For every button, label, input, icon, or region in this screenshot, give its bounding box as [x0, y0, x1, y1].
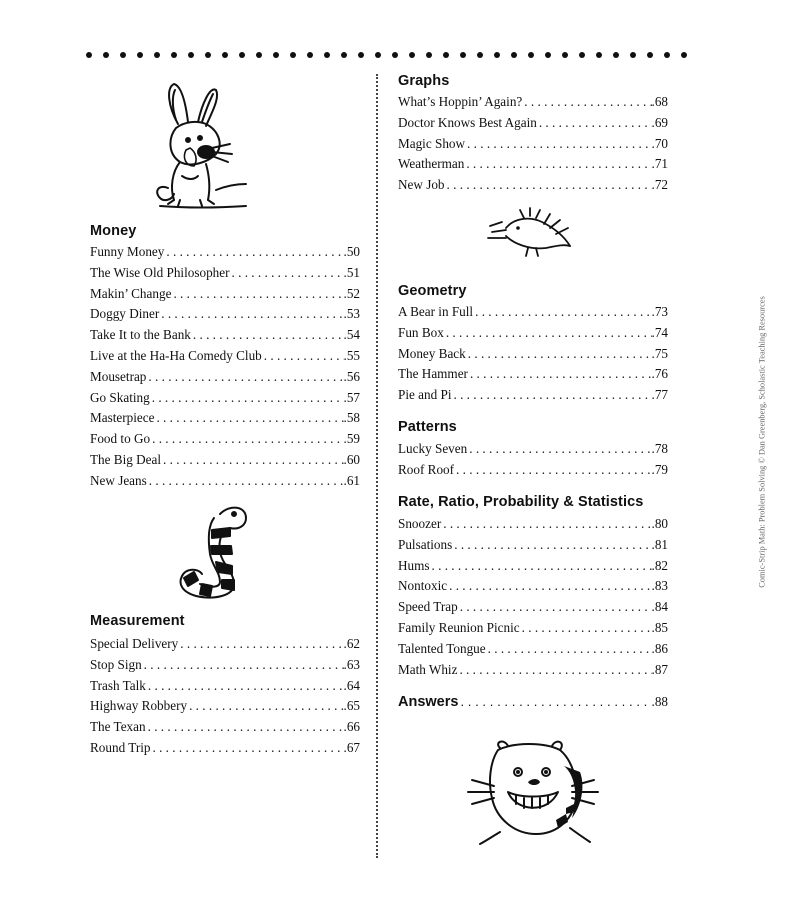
side-credit — [756, 262, 768, 622]
section-heading-measurement: Measurement — [90, 613, 185, 629]
toc-entry-title: Snoozer — [398, 516, 442, 531]
rule-dot — [103, 52, 109, 58]
toc-entry-title: Masterpiece — [90, 410, 155, 426]
dot-leader — [464, 155, 651, 173]
dot-leader — [465, 135, 651, 153]
section-heading-graphs: Graphs — [398, 73, 450, 89]
dot-leader — [178, 635, 343, 653]
rule-dot — [562, 52, 568, 58]
rule-dot — [392, 52, 398, 58]
toc-entry[interactable] — [398, 598, 668, 616]
dot-leader — [430, 557, 652, 575]
toc-entry-page: .82 — [651, 557, 668, 573]
toc-entry-page: .75 — [651, 345, 668, 361]
toc-entry-title: Talented Tongue — [398, 640, 486, 656]
toc-entry[interactable] — [90, 635, 360, 653]
dot-leader — [447, 577, 651, 595]
dot-leader — [486, 640, 652, 658]
rule-dot — [86, 52, 92, 58]
toc-entry[interactable] — [398, 640, 668, 658]
rule-dot — [239, 52, 245, 58]
toc-entry-title: The Hammer — [398, 366, 468, 382]
rule-dot — [290, 52, 296, 58]
rule-dot — [630, 52, 636, 58]
toc-entry[interactable] — [90, 326, 360, 344]
toc-entry[interactable] — [90, 451, 360, 469]
dot-leader — [161, 451, 343, 469]
toc-entry-title: What’s Hoppin’ Again? — [398, 94, 523, 109]
bird-illustration — [484, 206, 576, 258]
toc-entry-page: .55 — [343, 348, 360, 363]
toc-entry-title: Family Reunion Picnic — [398, 620, 520, 635]
toc-entry-title: Roof Roof — [398, 461, 455, 477]
rule-dot — [511, 52, 517, 58]
toc-entry[interactable] — [90, 472, 360, 490]
rule-dot — [528, 52, 534, 58]
toc-entry-page: .53 — [343, 306, 360, 322]
rule-dot — [171, 52, 177, 58]
toc-entry-page: .76 — [651, 366, 668, 382]
toc-entry-page: .57 — [343, 389, 360, 405]
dot-leader — [444, 324, 652, 342]
toc-entry-page: .81 — [651, 536, 668, 552]
rule-dot — [613, 52, 619, 58]
toc-entry[interactable] — [90, 697, 360, 715]
dot-leader — [171, 285, 343, 303]
toc-entry-page: .52 — [343, 285, 360, 301]
toc-entry-page: .62 — [343, 636, 360, 651]
toc-entry-page: .56 — [343, 368, 360, 384]
toc-entry[interactable] — [90, 264, 360, 282]
side-credit-text: Comic-Strip Math: Problem Solving © Dan Greenberg, Scholastic Teaching Resources — [757, 296, 767, 588]
rule-dot — [477, 52, 483, 58]
dot-leader — [458, 693, 651, 711]
toc-entry-page: .67 — [343, 740, 360, 755]
dot-leader — [154, 409, 343, 427]
toc-entry-title: Speed Trap — [398, 599, 458, 615]
toc-entry[interactable] — [398, 324, 668, 342]
toc-entry-page: .87 — [651, 661, 668, 677]
toc-entry-page: .77 — [651, 387, 668, 403]
toc-entry[interactable] — [90, 739, 360, 757]
toc-entry[interactable] — [398, 661, 668, 679]
section-heading-money: Money — [90, 223, 137, 239]
dot-leader — [441, 515, 651, 533]
rule-dot — [460, 52, 466, 58]
section-heading-geometry: Geometry — [398, 283, 467, 299]
toc-entry[interactable] — [90, 243, 360, 261]
toc-entry-title: Highway Robbery — [90, 698, 188, 714]
toc-entry-page: .72 — [651, 177, 668, 193]
toc-entry[interactable] — [90, 409, 360, 427]
toc-entry[interactable] — [398, 114, 668, 132]
rule-dot — [647, 52, 653, 58]
toc-entry-title: Funny Money — [90, 244, 165, 259]
toc-entry-page: .80 — [651, 516, 668, 531]
toc-entry-page: .61 — [343, 472, 360, 488]
toc-entry-page: .70 — [651, 135, 668, 151]
toc-entry[interactable] — [398, 365, 668, 383]
rule-dot — [358, 52, 364, 58]
toc-entry-answers[interactable] — [398, 693, 668, 711]
toc-entry[interactable] — [398, 557, 668, 575]
rule-dot — [341, 52, 347, 58]
rule-dot — [324, 52, 330, 58]
dot-leader — [150, 430, 343, 448]
toc-entry-title: Mousetrap — [90, 368, 147, 384]
toc-entry[interactable] — [398, 176, 668, 194]
toc-entry-title: Answers — [398, 694, 459, 710]
toc-entry[interactable] — [398, 155, 668, 173]
toc-entry-title: Makin’ Change — [90, 285, 172, 301]
toc-entry-page: .60 — [343, 452, 360, 467]
toc-entry[interactable] — [398, 440, 668, 458]
toc-entry[interactable] — [398, 135, 668, 153]
toc-entry-title: Live at the Ha-Ha Comedy Club — [90, 348, 262, 363]
dot-leader — [150, 389, 344, 407]
toc-entry[interactable] — [90, 389, 360, 407]
toc-entry[interactable] — [398, 303, 668, 321]
dot-leader — [230, 264, 344, 282]
top-dotted-rule — [86, 52, 690, 62]
dot-leader — [187, 697, 343, 715]
dot-leader — [468, 365, 652, 383]
toc-entry-title: Round Trip — [90, 740, 151, 755]
toc-entry-title: Fun Box — [398, 324, 444, 340]
toc-entry-page: .68 — [651, 94, 668, 109]
toc-entry[interactable] — [90, 430, 360, 448]
toc-entry-title: New Job — [398, 177, 445, 193]
toc-entry-title: A Bear in Full — [398, 304, 474, 319]
toc-entry-page: .65 — [343, 698, 360, 714]
toc-entry[interactable] — [398, 515, 668, 533]
dot-leader — [142, 656, 344, 674]
toc-entry-page: .73 — [651, 304, 668, 319]
toc-entry[interactable] — [90, 285, 360, 303]
toc-entry-title: Money Back — [398, 345, 466, 361]
toc-entry-title: Math Whiz — [398, 661, 458, 677]
toc-entry[interactable] — [90, 347, 360, 365]
toc-entry-title: Pie and Pi — [398, 387, 452, 403]
dot-leader — [537, 114, 652, 132]
rule-dot — [579, 52, 585, 58]
rule-dot — [494, 52, 500, 58]
toc-entry-page: .69 — [651, 114, 668, 130]
dot-leader — [451, 386, 651, 404]
hamster-illustration — [460, 738, 606, 844]
toc-entry-title: Food to Go — [90, 431, 151, 447]
rule-dot — [307, 52, 313, 58]
toc-entry[interactable] — [398, 577, 668, 595]
toc-entry[interactable] — [398, 93, 668, 111]
section-heading-patterns: Patterns — [398, 419, 457, 435]
toc-entry-title: Lucky Seven — [398, 441, 468, 456]
rule-dot — [205, 52, 211, 58]
dot-leader — [520, 619, 652, 637]
rule-dot — [681, 52, 687, 58]
toc-entry-page: .85 — [651, 620, 668, 635]
rule-dot — [596, 52, 602, 58]
toc-entry-title: Trash Talk — [90, 677, 146, 693]
toc-entry-page: .58 — [343, 410, 360, 426]
dot-leader — [150, 739, 343, 757]
rule-dot — [273, 52, 279, 58]
toc-entry-page: .54 — [343, 327, 360, 343]
toc-entry[interactable] — [398, 536, 668, 554]
toc-entry-page: .84 — [651, 599, 668, 615]
toc-entry-title: Doggy Diner — [90, 306, 160, 322]
toc-entry-page: .83 — [651, 578, 668, 594]
toc-entry-page: .78 — [651, 441, 668, 456]
dot-leader — [452, 536, 651, 554]
toc-entry-title: The Wise Old Philosopher — [90, 264, 230, 280]
rule-dot — [120, 52, 126, 58]
dot-leader — [146, 677, 344, 695]
toc-entry[interactable] — [90, 677, 360, 695]
toc-entry[interactable] — [398, 461, 668, 479]
dot-leader — [146, 718, 344, 736]
toc-entry-title: The Big Deal — [90, 452, 162, 467]
dot-leader — [473, 303, 651, 321]
toc-entry[interactable] — [90, 656, 360, 674]
toc-entry-page: .63 — [343, 656, 360, 672]
section-heading-rate-ratio-probability-statistics: Rate, Ratio, Probability & Statistics — [398, 494, 644, 510]
toc-entry[interactable] — [90, 368, 360, 386]
toc-entry-page: .86 — [651, 640, 668, 656]
dot-leader — [445, 176, 652, 194]
toc-entry-title: Magic Show — [398, 135, 466, 151]
toc-entry-page: .66 — [343, 719, 360, 735]
rule-dot — [443, 52, 449, 58]
dot-leader — [467, 440, 651, 458]
rule-dot — [222, 52, 228, 58]
toc-entry[interactable] — [90, 718, 360, 736]
snake-illustration — [174, 500, 254, 604]
rule-dot — [545, 52, 551, 58]
toc-entry-title: Hums — [398, 557, 430, 573]
toc-entry-title: Weatherman — [398, 156, 465, 172]
dot-leader — [159, 305, 343, 323]
toc-entry-page: .71 — [651, 156, 668, 172]
dot-leader — [457, 661, 651, 679]
rule-dot — [664, 52, 670, 58]
dot-leader — [164, 243, 343, 261]
toc-entry[interactable] — [398, 386, 668, 404]
toc-entry-page: .79 — [651, 461, 668, 477]
toc-entry[interactable] — [398, 345, 668, 363]
toc-entry-title: Special Delivery — [90, 636, 179, 651]
rule-dot — [154, 52, 160, 58]
toc-entry-title: Go Skating — [90, 389, 150, 405]
toc-entry-page: .50 — [343, 244, 360, 259]
column-divider — [376, 74, 378, 858]
rule-dot — [256, 52, 262, 58]
rule-dot — [375, 52, 381, 58]
toc-entry-title: Stop Sign — [90, 656, 142, 672]
toc-entry-title: Take It to the Bank — [90, 327, 191, 343]
rule-dot — [137, 52, 143, 58]
dot-leader — [458, 598, 652, 616]
rule-dot — [188, 52, 194, 58]
toc-entry-title: The Texan — [90, 719, 146, 735]
toc-entry-page: .59 — [343, 431, 360, 447]
dot-leader — [191, 326, 344, 344]
dot-leader — [522, 93, 651, 111]
toc-entry[interactable] — [398, 619, 668, 637]
toc-entry-title: New Jeans — [90, 472, 147, 488]
toc-entry-page: .64 — [343, 677, 360, 693]
dot-leader — [146, 368, 343, 386]
toc-entry-title: Doctor Knows Best Again — [398, 114, 537, 130]
toc-entry-page: .51 — [343, 264, 360, 280]
toc-entry-title: Nontoxic — [398, 578, 448, 594]
toc-entry-page: .74 — [651, 324, 668, 340]
dot-leader — [147, 472, 344, 490]
toc-entry-page: .88 — [651, 694, 668, 709]
rule-dot — [426, 52, 432, 58]
rule-dot — [409, 52, 415, 58]
rabbit-illustration — [146, 80, 250, 214]
dot-leader — [262, 347, 344, 365]
dot-leader — [454, 461, 651, 479]
toc-entry-title: Pulsations — [398, 536, 453, 552]
dot-leader — [466, 345, 652, 363]
toc-entry[interactable] — [90, 305, 360, 323]
